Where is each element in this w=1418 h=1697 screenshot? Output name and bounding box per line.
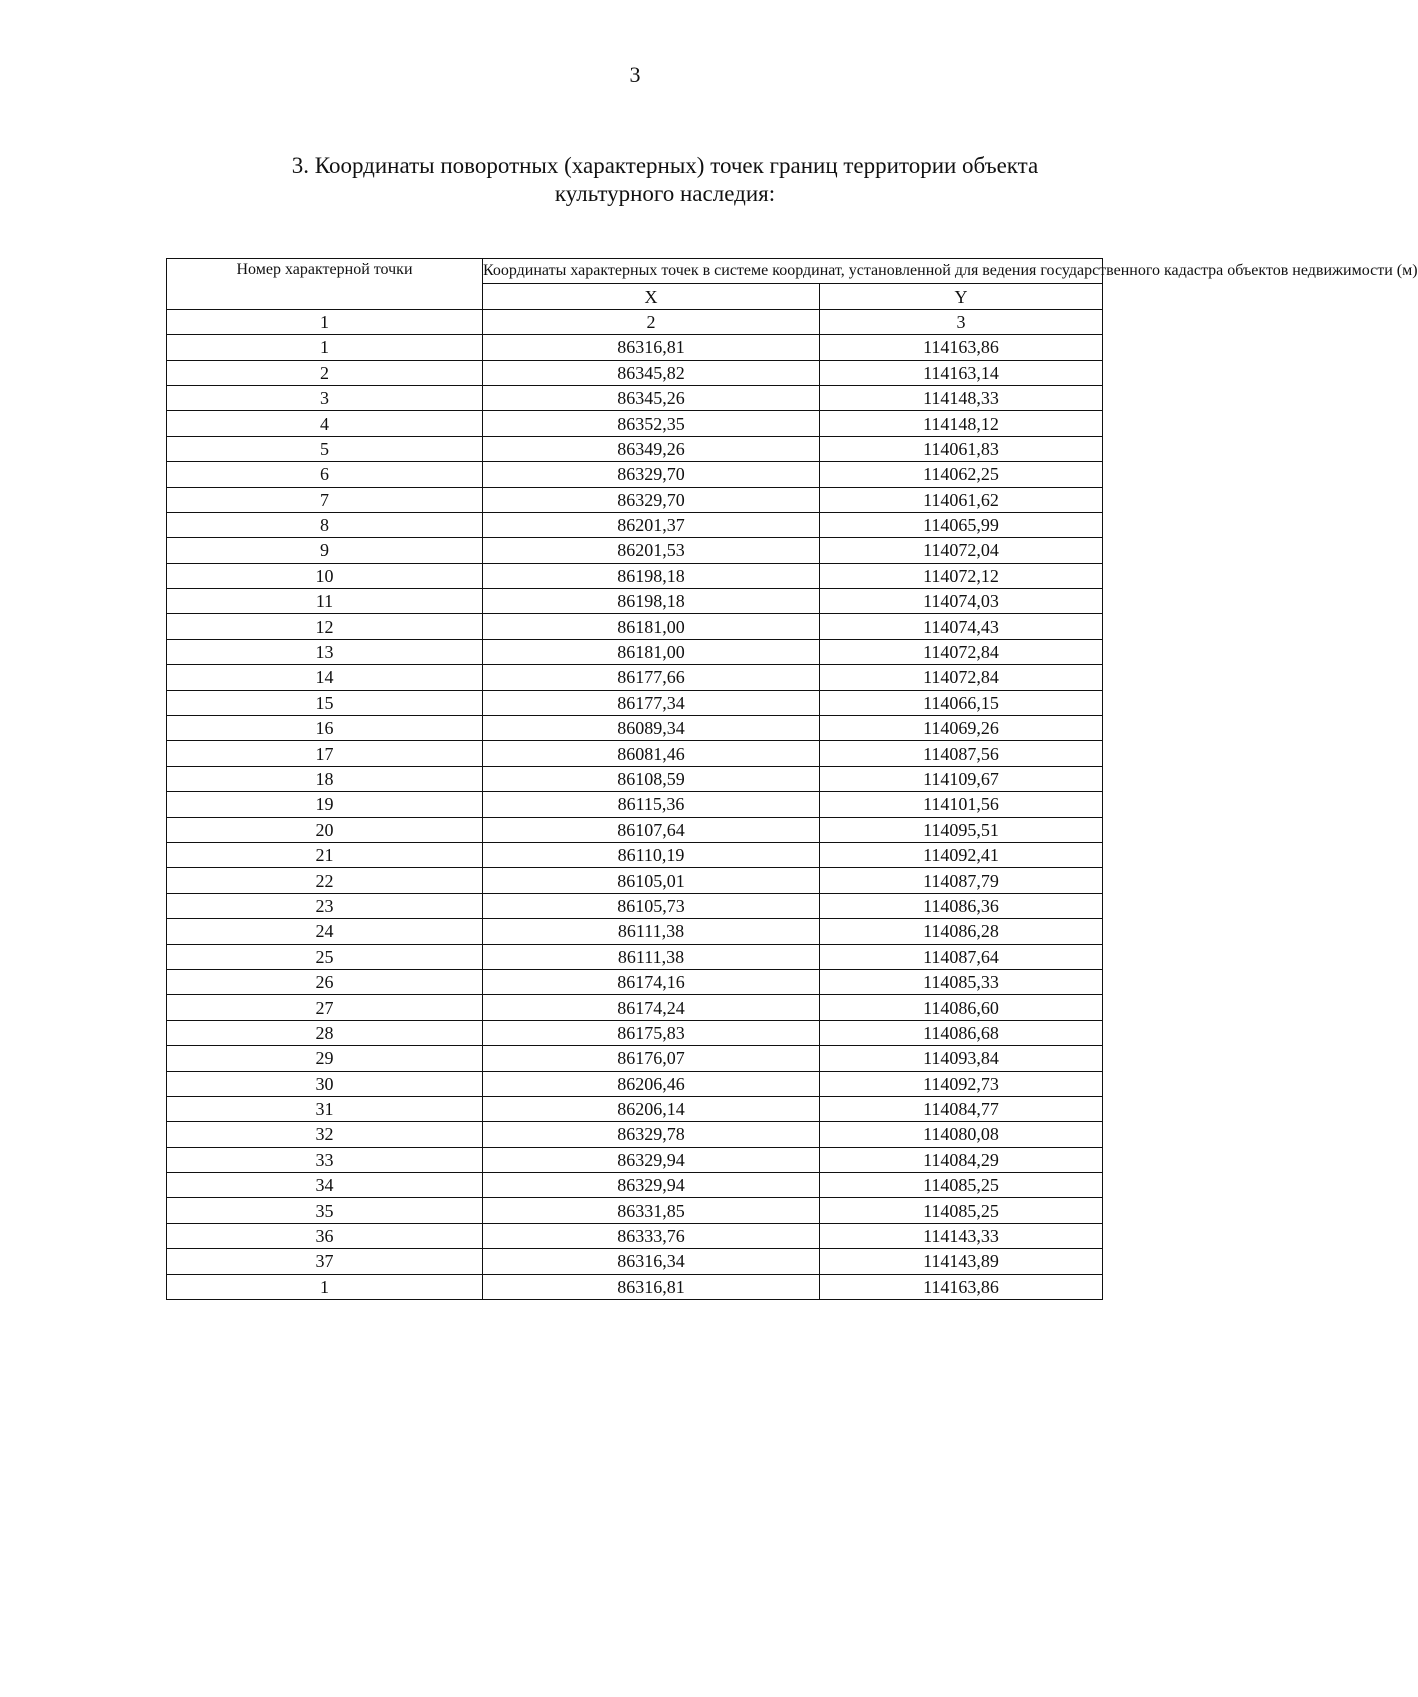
- y-coordinate-cell: 114062,25: [820, 462, 1103, 487]
- y-coordinate-cell: 114069,26: [820, 716, 1103, 741]
- y-coordinate-cell: 114087,64: [820, 944, 1103, 969]
- y-coordinate-cell: 114143,33: [820, 1223, 1103, 1248]
- point-number-cell: 29: [167, 1046, 483, 1071]
- column-number: 2: [483, 309, 820, 334]
- point-number-cell: 16: [167, 716, 483, 741]
- x-coordinate-cell: 86333,76: [483, 1223, 820, 1248]
- x-coordinate-cell: 86105,01: [483, 868, 820, 893]
- x-coordinate-cell: 86111,38: [483, 944, 820, 969]
- table-row: [167, 462, 1103, 487]
- point-number-cell: 22: [167, 868, 483, 893]
- table-row: [167, 944, 1103, 969]
- y-coordinate-cell: 114072,12: [820, 563, 1103, 588]
- point-number-cell: 10: [167, 563, 483, 588]
- point-number-cell: 7: [167, 487, 483, 512]
- point-number-cell: 17: [167, 741, 483, 766]
- x-coordinate-cell: 86107,64: [483, 817, 820, 842]
- point-number-cell: 12: [167, 614, 483, 639]
- table-row: [167, 563, 1103, 588]
- table-row: [167, 385, 1103, 410]
- x-coordinate-cell: 86176,07: [483, 1046, 820, 1071]
- table-row: [167, 893, 1103, 918]
- y-coordinate-cell: 114074,03: [820, 589, 1103, 614]
- x-coordinate-cell: 86352,35: [483, 411, 820, 436]
- x-coordinate-cell: 86316,34: [483, 1249, 820, 1274]
- table-row: [167, 639, 1103, 664]
- header-point-number: Номер характерной точки: [167, 259, 483, 310]
- point-number-cell: 33: [167, 1147, 483, 1172]
- y-coordinate-cell: 114143,89: [820, 1249, 1103, 1274]
- point-number-cell: 11: [167, 589, 483, 614]
- table-row: [167, 1274, 1103, 1299]
- y-coordinate-cell: 114087,56: [820, 741, 1103, 766]
- y-coordinate-cell: 114163,14: [820, 360, 1103, 385]
- point-number-cell: 19: [167, 792, 483, 817]
- table-row: [167, 690, 1103, 715]
- table-row: [167, 1198, 1103, 1223]
- point-number-cell: 2: [167, 360, 483, 385]
- y-coordinate-cell: 114080,08: [820, 1122, 1103, 1147]
- x-coordinate-cell: 86329,94: [483, 1173, 820, 1198]
- point-number-cell: 27: [167, 995, 483, 1020]
- x-coordinate-cell: 86329,94: [483, 1147, 820, 1172]
- table-row: [167, 665, 1103, 690]
- y-coordinate-cell: 114072,04: [820, 538, 1103, 563]
- x-coordinate-cell: 86329,70: [483, 462, 820, 487]
- table-header-row: [167, 259, 1103, 284]
- y-coordinate-cell: 114061,83: [820, 436, 1103, 461]
- x-coordinate-cell: 86174,24: [483, 995, 820, 1020]
- column-number: 3: [820, 309, 1103, 334]
- table-row: [167, 1122, 1103, 1147]
- y-coordinate-cell: 114092,41: [820, 842, 1103, 867]
- x-coordinate-cell: 86181,00: [483, 639, 820, 664]
- table-row: [167, 817, 1103, 842]
- table-row: [167, 589, 1103, 614]
- point-number-cell: 3: [167, 385, 483, 410]
- table-row: [167, 512, 1103, 537]
- x-coordinate-cell: 86181,00: [483, 614, 820, 639]
- x-coordinate-cell: 86175,83: [483, 1020, 820, 1045]
- point-number-cell: 26: [167, 969, 483, 994]
- y-coordinate-cell: 114087,79: [820, 868, 1103, 893]
- y-coordinate-cell: 114095,51: [820, 817, 1103, 842]
- x-coordinate-cell: 86198,18: [483, 563, 820, 588]
- y-coordinate-cell: 114085,33: [820, 969, 1103, 994]
- y-coordinate-cell: 114086,60: [820, 995, 1103, 1020]
- point-number-cell: 25: [167, 944, 483, 969]
- y-coordinate-cell: 114084,77: [820, 1096, 1103, 1121]
- y-coordinate-cell: 114072,84: [820, 665, 1103, 690]
- x-coordinate-cell: 86177,66: [483, 665, 820, 690]
- page-title-line-2: культурного наследия:: [554, 181, 776, 206]
- page-title: [230, 152, 1100, 208]
- y-coordinate-cell: 114148,33: [820, 385, 1103, 410]
- table-row: [167, 969, 1103, 994]
- x-coordinate-cell: 86089,34: [483, 716, 820, 741]
- point-number-cell: 21: [167, 842, 483, 867]
- point-number-cell: 18: [167, 766, 483, 791]
- table-row: [167, 741, 1103, 766]
- point-number-cell: 20: [167, 817, 483, 842]
- x-coordinate-cell: 86201,53: [483, 538, 820, 563]
- table-row: [167, 538, 1103, 563]
- page-title-line-1: 3. Координаты поворотных (характерных) точек границ территории объекта: [291, 153, 1039, 178]
- point-number-cell: 1: [167, 335, 483, 360]
- x-coordinate-cell: 86081,46: [483, 741, 820, 766]
- table-row: [167, 436, 1103, 461]
- x-coordinate-cell: 86206,14: [483, 1096, 820, 1121]
- x-coordinate-cell: 86201,37: [483, 512, 820, 537]
- x-coordinate-cell: 86329,78: [483, 1122, 820, 1147]
- point-number-cell: 37: [167, 1249, 483, 1274]
- table-row: [167, 487, 1103, 512]
- y-coordinate-cell: 114085,25: [820, 1173, 1103, 1198]
- y-coordinate-cell: 114093,84: [820, 1046, 1103, 1071]
- y-coordinate-cell: 114092,73: [820, 1071, 1103, 1096]
- coordinates-table: [166, 258, 1418, 1300]
- x-coordinate-cell: 86111,38: [483, 919, 820, 944]
- point-number-cell: 35: [167, 1198, 483, 1223]
- x-coordinate-cell: 86345,26: [483, 385, 820, 410]
- table-row: [167, 919, 1103, 944]
- point-number-cell: 24: [167, 919, 483, 944]
- table-row: [167, 1020, 1103, 1045]
- x-coordinate-cell: 86316,81: [483, 335, 820, 360]
- point-number-cell: 28: [167, 1020, 483, 1045]
- x-coordinate-cell: 86349,26: [483, 436, 820, 461]
- y-coordinate-cell: 114109,67: [820, 766, 1103, 791]
- point-number-cell: 32: [167, 1122, 483, 1147]
- point-number-cell: 14: [167, 665, 483, 690]
- y-coordinate-cell: 114074,43: [820, 614, 1103, 639]
- point-number-cell: 6: [167, 462, 483, 487]
- table-row: [167, 868, 1103, 893]
- point-number-cell: 5: [167, 436, 483, 461]
- table-row: [167, 1147, 1103, 1172]
- point-number-cell: 8: [167, 512, 483, 537]
- table-row: [167, 766, 1103, 791]
- y-coordinate-cell: 114066,15: [820, 690, 1103, 715]
- y-coordinate-cell: 114065,99: [820, 512, 1103, 537]
- page-number: 3: [629, 62, 641, 87]
- x-coordinate-cell: 86174,16: [483, 969, 820, 994]
- table-row: [167, 792, 1103, 817]
- y-coordinate-cell: 114086,28: [820, 919, 1103, 944]
- y-coordinate-cell: 114101,56: [820, 792, 1103, 817]
- y-coordinate-cell: 114086,36: [820, 893, 1103, 918]
- column-number: 1: [167, 309, 483, 334]
- y-coordinate-cell: 114163,86: [820, 1274, 1103, 1299]
- point-number-cell: 9: [167, 538, 483, 563]
- x-coordinate-cell: 86198,18: [483, 589, 820, 614]
- table-row: [167, 995, 1103, 1020]
- table-row: [167, 1249, 1103, 1274]
- header-x: X: [483, 284, 820, 309]
- point-number-cell: 23: [167, 893, 483, 918]
- table-row: [167, 1071, 1103, 1096]
- y-coordinate-cell: 114072,84: [820, 639, 1103, 664]
- table-row: [167, 1223, 1103, 1248]
- point-number-cell: 1: [167, 1274, 483, 1299]
- y-coordinate-cell: 114084,29: [820, 1147, 1103, 1172]
- point-number-cell: 34: [167, 1173, 483, 1198]
- y-coordinate-cell: 114163,86: [820, 335, 1103, 360]
- y-coordinate-cell: 114148,12: [820, 411, 1103, 436]
- table-row: [167, 716, 1103, 741]
- column-number-row: [167, 309, 1103, 334]
- y-coordinate-cell: 114061,62: [820, 487, 1103, 512]
- x-coordinate-cell: 86206,46: [483, 1071, 820, 1096]
- point-number-cell: 36: [167, 1223, 483, 1248]
- table-row: [167, 411, 1103, 436]
- table-row: [167, 1046, 1103, 1071]
- table-row: [167, 335, 1103, 360]
- point-number-cell: 4: [167, 411, 483, 436]
- x-coordinate-cell: 86177,34: [483, 690, 820, 715]
- point-number-cell: 31: [167, 1096, 483, 1121]
- y-coordinate-cell: 114086,68: [820, 1020, 1103, 1045]
- point-number-cell: 30: [167, 1071, 483, 1096]
- x-coordinate-cell: 86316,81: [483, 1274, 820, 1299]
- header-y: Y: [820, 284, 1103, 309]
- x-coordinate-cell: 86115,36: [483, 792, 820, 817]
- x-coordinate-cell: 86331,85: [483, 1198, 820, 1223]
- table-row: [167, 614, 1103, 639]
- y-coordinate-cell: 114085,25: [820, 1198, 1103, 1223]
- table-row: [167, 842, 1103, 867]
- table-row: [167, 1173, 1103, 1198]
- point-number-cell: 13: [167, 639, 483, 664]
- x-coordinate-cell: 86345,82: [483, 360, 820, 385]
- table-row: [167, 1096, 1103, 1121]
- table-row: [167, 360, 1103, 385]
- point-number-cell: 15: [167, 690, 483, 715]
- x-coordinate-cell: 86105,73: [483, 893, 820, 918]
- x-coordinate-cell: 86110,19: [483, 842, 820, 867]
- x-coordinate-cell: 86108,59: [483, 766, 820, 791]
- x-coordinate-cell: 86329,70: [483, 487, 820, 512]
- header-coordinates: Координаты характерных точек в системе координат, установленной для ведения государственного кадастра объектов недвижимости (м): [483, 259, 1103, 284]
